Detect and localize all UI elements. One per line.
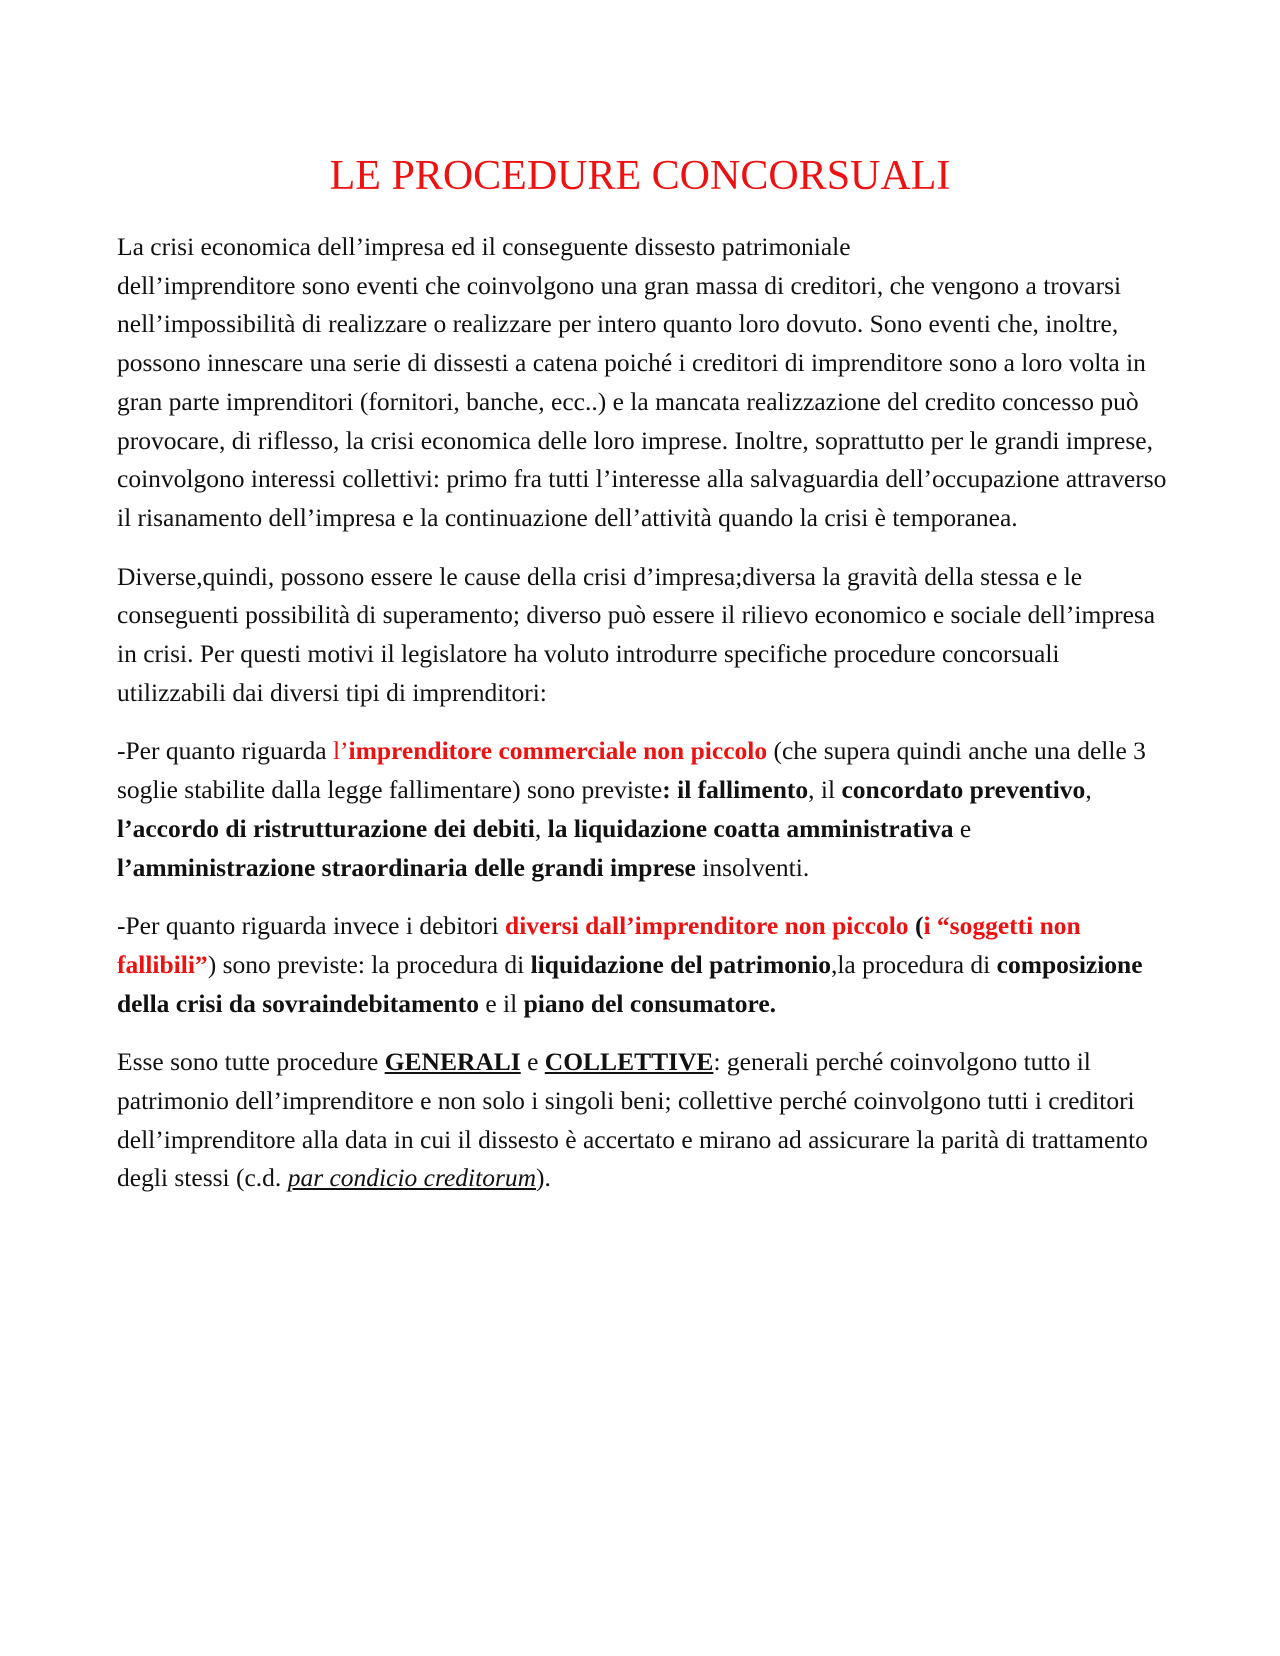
p4-open-paren: ( [908, 911, 924, 941]
page-title: LE PROCEDURE CONCORSUALI [329, 153, 951, 199]
p4-composizione-crisi: composizione della crisi da sovraindebitamento [117, 949, 1143, 1018]
p4-liquidazione-patrimonio: liquidazione del patrimonio [530, 949, 831, 979]
p4-close-paren: ) [207, 949, 217, 979]
paragraph-cause-crisi: Diverse,quindi, possono essere le cause della crisi d’impresa;diversa la gravità della stessa e le conseguenti possibilità di superamento; diverso può essere il rilievo economico e sociale dell’impresa in crisi. Per questi motivi il legislatore ha voluto introdurre specifiche procedure concorsuali utilizzabili dai diversi tipi di imprenditori: [117, 561, 1156, 707]
p5-text-4: ). [536, 1163, 551, 1193]
p4-text-3: ,la procedura di [830, 949, 997, 979]
p1-rest: dell’imprenditore sono eventi che coinvolgono una gran massa di creditori, che vengono a trovarsi nell’impossibilità di realizzare o realizzare per intero quanto loro dovuto. Sono eventi che, inoltre, possono innescare una serie di dissesti a catena poiché i creditori di imprenditore sono a loro volta in gran parte imprenditori (fornitori, banche, ecc..) e la mancata realizzazione del credito concesso può provocare, di riflesso, la crisi economica delle loro imprese. Inoltre, soprattutto per le grandi imprese, coinvolgono interessi collettivi: primo fra tutti l’interesse alla salvaguardia dell’occupazione attraverso il risanamento dell’impresa e la continuazione dell’attività quando la crisi è temporanea. [117, 270, 1167, 532]
p3-text-3: , il [808, 775, 842, 805]
p3-text-1: -Per quanto riguarda [117, 736, 333, 766]
p3-text-4: insolventi. [695, 852, 810, 882]
p3-fallimento: : il fallimento [662, 775, 809, 805]
p3-liquidazione-coatta: la liquidazione coatta amministrativa [547, 813, 954, 843]
p3-sep-2: , [534, 813, 548, 843]
p4-text-4: e il [478, 988, 524, 1018]
p3-accordo-ristrutturazione: l’accordo di ristrutturazione dei debiti [117, 813, 535, 843]
paragraph-procedure-generali-collettive [117, 1043, 1167, 1198]
p4-piano-consumatore: piano del consumatore. [523, 988, 777, 1018]
p3-imprenditore-commerciale: imprenditore commerciale non piccolo [348, 736, 768, 766]
p5-text-1: Esse sono tutte procedure [117, 1047, 385, 1077]
p3-concordato-preventivo: concordato preventivo [841, 775, 1086, 805]
paragraph-crisi-economica [117, 228, 1167, 538]
p1-first-line: La crisi economica dell’impresa ed il conseguente dissesto patrimoniale [117, 232, 851, 261]
p5-collettive: COLLETTIVE [544, 1047, 714, 1077]
p5-text-2: e [520, 1047, 545, 1077]
p5-text-3: : generali perché coinvolgono tutto il patrimonio dell’imprenditore e non solo i singoli beni; collettive perché coinvolgono tutti i creditori dell’imprenditore alla data in cui il dissesto è accertato e mirano ad assicurare la parità di trattamento degli stessi (c.d. [117, 1047, 1148, 1193]
paragraph-debitori-diversi [117, 907, 1167, 1023]
p3-amministrazione-straordinaria: l’amministrazione straordinaria delle grandi imprese [117, 852, 696, 882]
p5-generali: GENERALI [384, 1047, 521, 1077]
p3-sep-3: e [953, 813, 972, 843]
document-body [117, 228, 1167, 1218]
p3-red-article: l’ [332, 736, 349, 766]
p4-diversi-imprenditore: diversi dall’imprenditore non piccolo [505, 911, 909, 941]
p4-soggetti-non-fallibili: i “soggetti non fallibili” [117, 911, 1081, 979]
paragraph-imprenditore-commerciale [117, 732, 1167, 887]
p5-par-condicio: par condicio creditorum [287, 1163, 537, 1193]
p3-text-2: (che supera quindi anche una delle 3 soglie stabilite dalla legge fallimentare) sono previste [117, 736, 1146, 805]
p4-text-1: -Per quanto riguarda invece i debitori [117, 911, 506, 941]
p4-text-2: sono previste: la procedura di [216, 949, 531, 979]
p3-sep-1: , [1085, 775, 1092, 805]
